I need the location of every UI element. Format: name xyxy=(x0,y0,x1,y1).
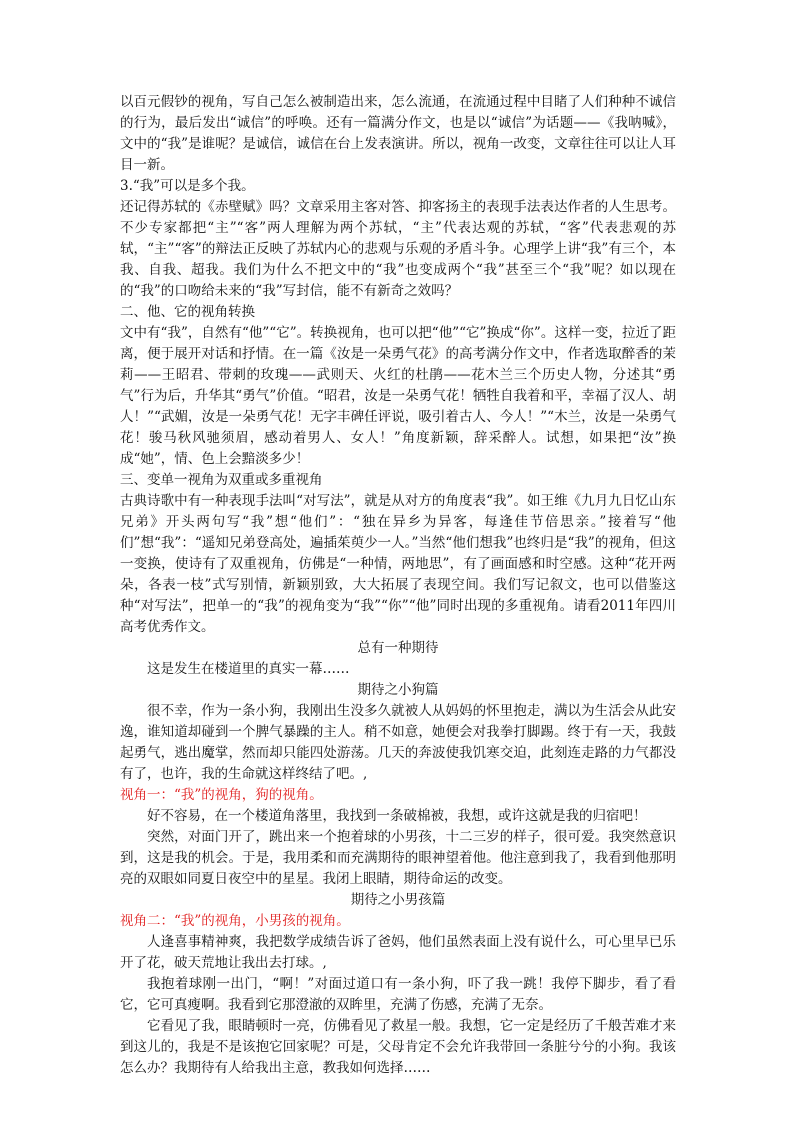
paragraph-courage-flower: 文中有“我”，自然有“他”“它”。转换视角，也可以把“他”“它”换成“你”。这样一变，拉近了距离，便于展开对话和抒情。在一篇《汝是一朵勇气花》的高考满分作文中，作者选取醉香的茉莉——王昭君、带刺的玫瑰——武则天、火红的杜鹃——花木兰三个历史人物，分述其“勇气”行为后，升华其“勇气”价值。“昭君，汝是一朵勇气花！牺牲自我着和平，幸福了汉人、胡人！”“武媚，汝是一朵勇气花！无字丰碑任评说，吸引着古人、今人！”“木兰，汝是一朵勇气花！骏马秋风驰须眉，感动着男人、女人！”角度新颖，辞采醉人。试想，如果把“汝”换成“她”，情、色上会黯淡多少！ xyxy=(120,325,676,467)
section-heading-he-it: 二、他、它的视角转换 xyxy=(120,304,255,320)
essay-paragraph: 人逢喜事精神爽，我把数学成绩告诉了爸妈，他们虽然表面上没有说什么，可心里早已乐开了花，破天荒地让我出去打球。, xyxy=(120,934,676,971)
document-page xyxy=(120,92,676,1079)
essay-subtitle-boy: 期待之小男孩篇 xyxy=(350,892,446,908)
paragraph-counterfeit-bill: 以百元假钞的视角，写自己怎么被制造出来，怎么流通，在流通过程中目睹了人们种种不诚信的行为，最后发出“诚信”的呼唤。还有一篇满分作文，也是以“诚信”为话题——《我呐喊》，文中的“我”是谁呢？是诚信，诚信在台上发表演讲。所以，视角一改变，文章往往可以让人耳目一新。 xyxy=(120,94,676,173)
essay-subtitle-puppy: 期待之小狗篇 xyxy=(357,682,439,698)
paragraph-duixiefa: 古典诗歌中有一种表现手法叫“对写法”，就是从对方的角度表“我”。如王维《九月九日忆山东兄弟》开头两句写“我”想“他们”：“独在异乡为异客，每逢佳节倍思亲。”接着写“他们”想“我”：“遥知兄弟登高处，遍插茱萸少一人。”当然“他们想我”也终归是“我”的视角，但这一变换，使诗有了双重视角，仿佛是“一种情，两地思”，有了画面感和时空感。这种“花开两朵，各表一枝”式写别情，新颖别致，大大拓展了表现空间。我们写记叙文，也可以借鉴这种“对写法”，把单一的“我”的视角变为“我”“你”“他”同时出现的多重视角。请看2011年四川高考优秀作文。 xyxy=(120,493,676,635)
annotation-view-one: 视角一：“我”的视角，狗的视角。 xyxy=(120,787,323,803)
section-heading-multi-view: 三、变单一视角为双重或多重视角 xyxy=(120,472,323,488)
essay-paragraph: 好不容易，在一个楼道角落里，我找到一条破棉被，我想，或许这就是我的归宿吧！ xyxy=(147,808,647,824)
essay-title: 总有一种期待 xyxy=(357,640,439,656)
essay-paragraph: 我抱着球刚一出门，“啊！”对面过道口有一条小狗，吓了我一跳！我停下脚步，看了看它，它可真瘦啊。我看到它那澄澈的双眸里，充满了伤感，充满了无奈。 xyxy=(120,976,676,1013)
paragraph-chibi-fu: 还记得苏轼的《赤壁赋》吗？文章采用主客对答、抑客扬主的表现手法表达作者的人生思考。不少专家都把“主”“客”两人理解为两个苏轼，“主”代表达观的苏轼，“客”代表悲观的苏轼，“主”“客”的辩法正反映了苏轼内心的悲观与乐观的矛盾斗争。心理学上讲“我”有三个，本我、自我、超我。我们为什么不把文中的“我”也变成两个“我”甚至三个“我”呢？如以现在的“我”的口吻给未来的“我”写封信，能不有新奇之效吗？ xyxy=(120,199,676,299)
essay-paragraph: 突然，对面门开了，跳出来一个抱着球的小男孩，十二三岁的样子，很可爱。我突然意识到，这是我的机会。于是，我用柔和而充满期待的眼神望着他。他注意到我了，我看到他那明亮的双眼如同夏日夜空中的星星。我闭上眼睛，期待命运的改变。 xyxy=(120,829,676,887)
annotation-view-two: 视角二：“我”的视角，小男孩的视角。 xyxy=(120,913,350,929)
essay-paragraph: 很不幸，作为一条小狗，我刚出生没多久就被人从妈妈的怀里抱走，满以为生活会从此安逸，谁知道却碰到一个脾气暴躁的主人。稍不如意，她便会对我拳打脚踢。终于有一天，我鼓起勇气，逃出魔掌，然而却只能四处游荡。几天的奔波使我饥寒交迫，此刻连走路的力气都没有了，也许，我的生命就这样终结了吧。, xyxy=(120,703,676,782)
essay-paragraph: 它看见了我，眼睛顿时一亮，仿佛看见了救星一般。我想，它一定是经历了千般苦难才来到这儿的，我是不是该抱它回家呢？可是，父母肯定不会允许我带回一条脏兮兮的小狗。我该怎么办？我期待有人给我出主意，教我如何选择…… xyxy=(120,1018,676,1076)
section-heading-multiple-self: 3.“我”可以是多个我。 xyxy=(120,178,255,194)
essay-intro: 这是发生在楼道里的真实一幕…… xyxy=(147,661,350,677)
